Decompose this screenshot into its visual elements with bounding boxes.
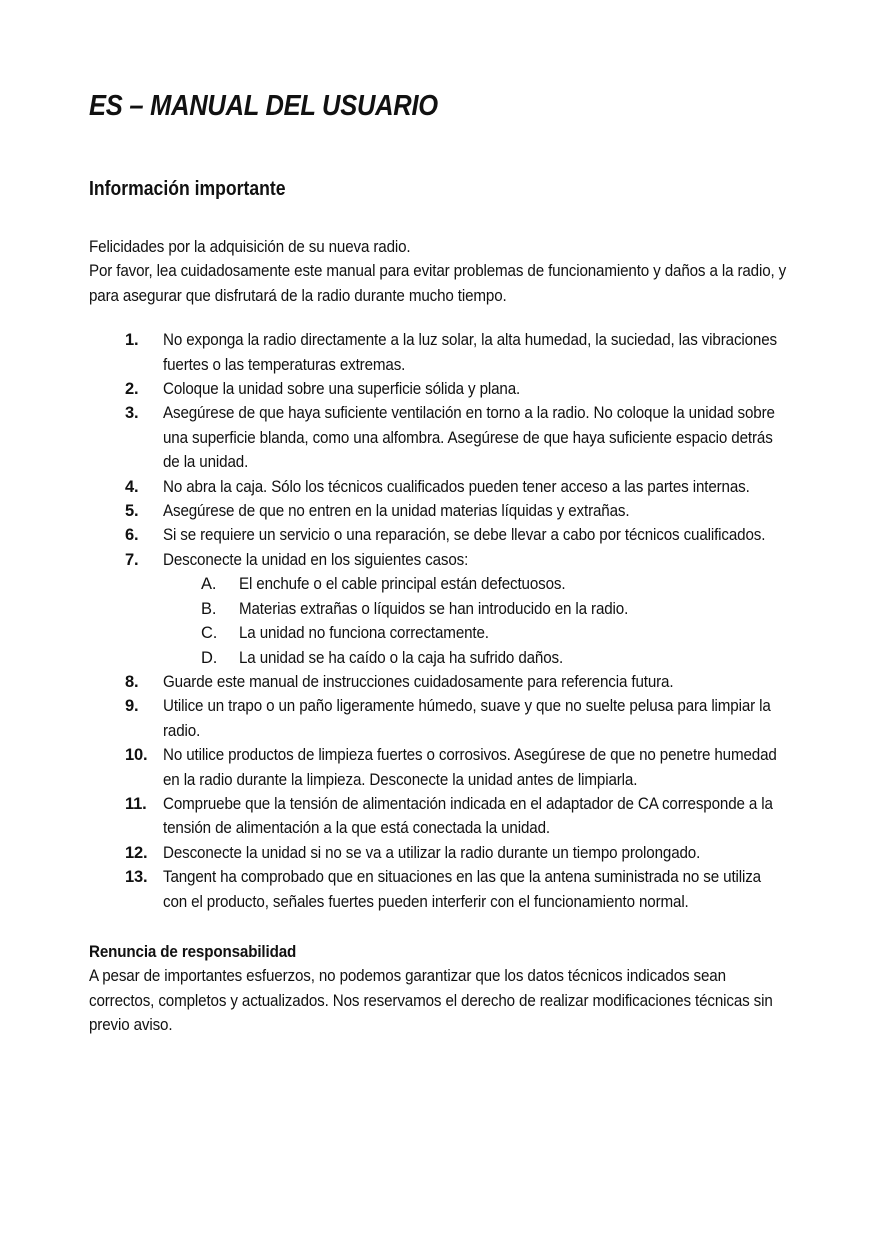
list-item-text: Guarde este manual de instrucciones cuidadosamente para referencia futura. [163, 672, 674, 691]
document-title: ES – MANUAL DEL USUARIO [89, 90, 438, 122]
list-item-text: Desconecte la unidad si no se va a utilizar la radio durante un tiempo prolongado. [163, 843, 701, 862]
list-item-text: Asegúrese de que haya suficiente ventilación en torno a la radio. No coloque la unidad sobre una superficie blanda, como una alfombra. Asegúrese de que haya suficiente espacio detrás de la unidad. [163, 404, 775, 472]
list-item-6 [89, 523, 789, 547]
list-item-5 [89, 499, 789, 523]
list-item-4 [89, 475, 789, 499]
section-title: Información importante [89, 178, 286, 200]
sub-item-text: El enchufe o el cable principal están defectuosos. [239, 575, 566, 594]
list-item-13 [89, 865, 789, 914]
intro-paragraph [89, 235, 789, 308]
list-item-7 [89, 548, 789, 670]
list-item-text: Tangent ha comprobado que en situaciones en las que la antena suministrada no se utiliza con el producto, señales fuertes pueden interferir con el funcionamiento normal. [163, 868, 761, 911]
list-number: 7. [125, 550, 139, 569]
sub-item-letter: C. [201, 624, 218, 643]
list-item-9 [89, 694, 789, 743]
disclaimer-section [89, 940, 789, 1038]
list-number: 4. [125, 477, 139, 496]
sub-item-letter: B. [201, 599, 217, 618]
list-number: 13. [125, 868, 148, 887]
list-number: 2. [125, 380, 139, 399]
sub-item-text: La unidad se ha caído o la caja ha sufrido daños. [239, 648, 564, 667]
list-item-text: No abra la caja. Sólo los técnicos cualificados pueden tener acceso a las partes internas. [163, 477, 750, 496]
list-item-text: Utilice un trapo o un paño ligeramente húmedo, suave y que no suelte pelusa para limpiar la radio. [163, 697, 771, 740]
list-item-11 [89, 792, 789, 841]
sub-item-letter: A. [201, 575, 217, 594]
list-number: 3. [125, 404, 139, 423]
list-item-10 [89, 743, 789, 792]
sub-item-a [163, 572, 789, 596]
list-item-text: No utilice productos de limpieza fuertes o corrosivos. Asegúrese de que no penetre humedad en la radio durante la limpieza. Desconecte la unidad antes de limpiarla. [163, 746, 777, 789]
list-item-text: Coloque la unidad sobre una superficie sólida y plana. [163, 380, 521, 399]
list-item-text: No exponga la radio directamente a la luz solar, la alta humedad, la suciedad, las vibraciones fuertes o las temperaturas extremas. [163, 331, 777, 374]
list-item-8 [89, 670, 789, 694]
list-number: 6. [125, 526, 139, 545]
list-item-1 [89, 328, 789, 377]
list-number: 1. [125, 331, 139, 350]
safety-instructions-list [89, 328, 789, 914]
disconnect-cases-list [163, 572, 789, 670]
sub-item-d [163, 646, 789, 670]
list-number: 10. [125, 746, 148, 765]
sub-item-text: La unidad no funciona correctamente. [239, 624, 489, 643]
list-number: 11. [125, 794, 147, 813]
sub-item-c [163, 621, 789, 645]
list-number: 5. [125, 502, 139, 521]
manual-page [89, 88, 789, 1038]
intro-line-1: Felicidades por la adquisición de su nueva radio. [89, 238, 411, 256]
intro-line-2: Por favor, lea cuidadosamente este manual para evitar problemas de funcionamiento y daños a la radio, y para asegurar que disfrutará de la radio durante mucho tiempo. [89, 262, 787, 305]
list-item-text: Asegúrese de que no entren en la unidad materias líquidas y extrañas. [163, 502, 630, 521]
list-item-12 [89, 841, 789, 865]
list-number: 9. [125, 697, 139, 716]
sub-item-text: Materias extrañas o líquidos se han introducido en la radio. [239, 599, 629, 618]
list-item-2 [89, 377, 789, 401]
list-item-3 [89, 401, 789, 474]
sub-item-letter: D. [201, 648, 218, 667]
disclaimer-text: A pesar de importantes esfuerzos, no podemos garantizar que los datos técnicos indicados sean correctos, completos y actualizados. Nos reservamos el derecho de realizar modificaciones técnicas sin previo aviso. [89, 967, 773, 1035]
list-item-text: Desconecte la unidad en los siguientes casos: [163, 550, 469, 569]
disclaimer-title: Renuncia de responsabilidad [89, 942, 297, 961]
list-item-text: Compruebe que la tensión de alimentación indicada en el adaptador de CA corresponde a la tensión de alimentación a la que está conectada la unidad. [163, 794, 773, 838]
sub-item-b [163, 597, 789, 621]
list-item-text: Si se requiere un servicio o una reparación, se debe llevar a cabo por técnicos cualificados. [163, 526, 766, 545]
list-number: 8. [125, 672, 139, 691]
list-number: 12. [125, 843, 148, 862]
